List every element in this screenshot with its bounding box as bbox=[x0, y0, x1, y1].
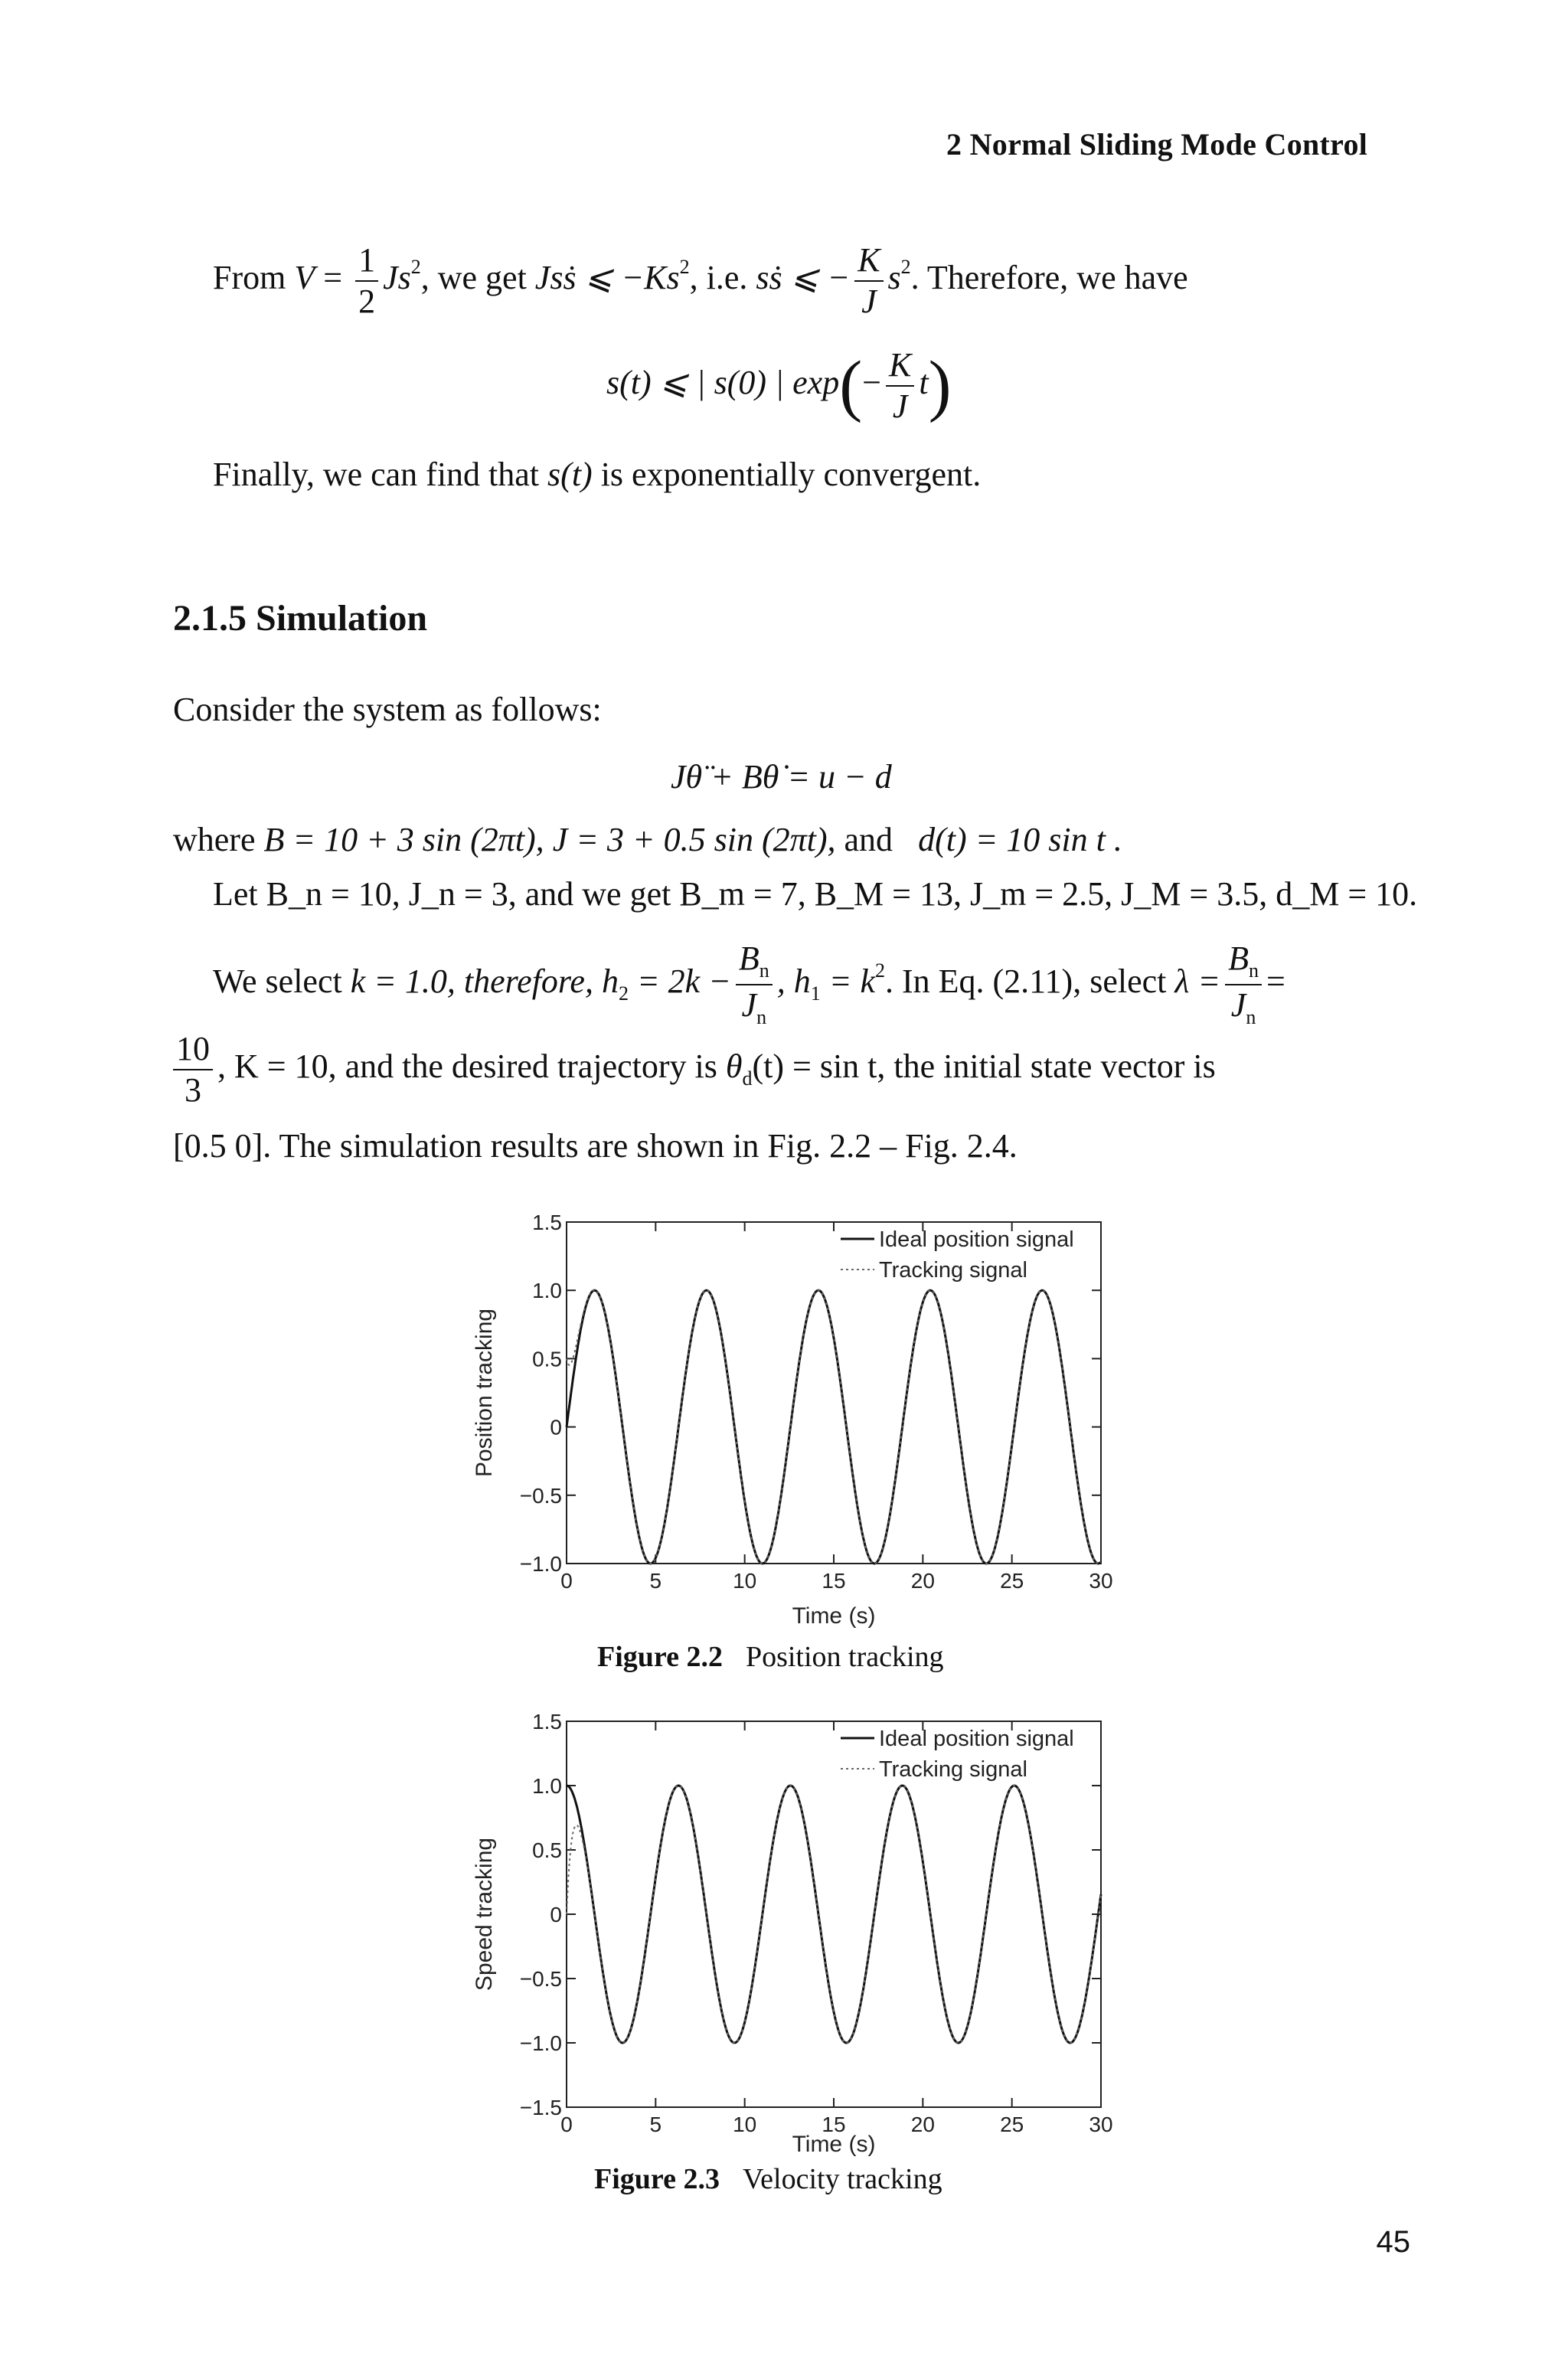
y-tick-label: 1.5 bbox=[532, 1211, 562, 1234]
x-tick-label: 20 bbox=[910, 2113, 935, 2136]
figure-2-2-caption bbox=[597, 1640, 944, 1674]
y-tick-label: 1.0 bbox=[532, 1279, 562, 1303]
y-axis-label: Position tracking bbox=[472, 1308, 497, 1478]
figure-2-3-chart bbox=[467, 1709, 1113, 2161]
x-axis-label: Time (s) bbox=[792, 1603, 876, 1629]
where-d: d(t) = 10 sin t . bbox=[918, 821, 1122, 858]
frac2-Bn-sub: n bbox=[1249, 959, 1259, 982]
frac1-Jn-sub: n bbox=[756, 1006, 767, 1028]
series-line-tracking bbox=[567, 1786, 1101, 2043]
params-traj: (t) = sin t, the initial state vector is bbox=[752, 1047, 1216, 1086]
frac2-J: J bbox=[1230, 986, 1246, 1024]
x-tick-label: 30 bbox=[1089, 1569, 1113, 1593]
var-Js: Js bbox=[383, 259, 411, 297]
series-line-tracking bbox=[567, 1290, 1101, 1564]
x-tick-label: 15 bbox=[822, 2113, 846, 2136]
select-h1-eq: = k bbox=[828, 962, 875, 1001]
figure-2-2-chart bbox=[467, 1210, 1113, 1639]
lyapunov-line bbox=[213, 243, 1188, 319]
finally-pre: Finally, we can find that bbox=[213, 456, 540, 493]
x-tick-label: 10 bbox=[733, 2113, 757, 2136]
bound-J: J bbox=[892, 387, 908, 425]
text-we-get: , we get bbox=[420, 259, 527, 297]
select-h1-sup: 2 bbox=[875, 959, 885, 982]
legend-entry: Tracking signal bbox=[879, 1757, 1027, 1782]
velocity-tracking-plot bbox=[467, 1709, 1113, 2161]
frac-den: 2 bbox=[358, 283, 376, 320]
finally-line bbox=[213, 458, 981, 492]
fig-2-3-text: Velocity tracking bbox=[742, 2163, 942, 2195]
var-V: V bbox=[294, 259, 315, 297]
params-num: 10 bbox=[173, 1032, 213, 1070]
select-line bbox=[213, 942, 1285, 1028]
legend-entry: Ideal position signal bbox=[879, 1727, 1074, 1751]
y-tick-label: 0 bbox=[550, 1903, 562, 1926]
var-s: s bbox=[887, 259, 901, 297]
init-line: [0.5 0]. The simulation results are shown in Fig. 2.2 – Fig. 2.4. bbox=[173, 1127, 1018, 1165]
eq-sign: = bbox=[323, 259, 343, 297]
bound-minus: − bbox=[862, 364, 882, 402]
ineq-1: Jsṡ ⩽ −Ks bbox=[534, 259, 680, 297]
bound-equation: s(t) ⩽ | s(0) | exp(− $\frac{K}{J}$ t) bbox=[606, 346, 952, 425]
x-tick-label: 25 bbox=[1000, 2113, 1024, 2136]
x-tick-label: 20 bbox=[910, 1569, 935, 1593]
where-word: where bbox=[173, 821, 256, 858]
frac-num: 1 bbox=[355, 243, 378, 282]
fraction-half bbox=[355, 243, 378, 319]
finally-st: s(t) bbox=[547, 456, 593, 493]
select-eqsign: = bbox=[1266, 962, 1285, 1001]
bound-K: K bbox=[886, 348, 914, 387]
sup-2b: 2 bbox=[679, 256, 690, 279]
y-tick-label: 0.5 bbox=[532, 1347, 562, 1371]
params-fraction bbox=[173, 1032, 213, 1107]
series-line-ideal bbox=[567, 1786, 1101, 2043]
y-tick-label: 1.5 bbox=[532, 1710, 562, 1734]
x-tick-label: 25 bbox=[1000, 1569, 1024, 1593]
select-lambda: λ = bbox=[1174, 962, 1221, 1001]
ineq-2: sṡ ⩽ − bbox=[756, 259, 851, 297]
fig-2-2-label: Figure 2.2 bbox=[597, 1641, 723, 1673]
params-K: , K = 10, and the desired trajectory is bbox=[217, 1047, 717, 1086]
x-axis-label: Time (s) bbox=[792, 2132, 876, 2157]
select-h1-sub: 1 bbox=[810, 982, 821, 1005]
bound-fraction bbox=[886, 348, 914, 423]
where-line bbox=[173, 823, 1122, 857]
where-and: and bbox=[844, 821, 893, 858]
x-tick-label: 15 bbox=[822, 1569, 846, 1593]
finally-post: is exponentially convergent. bbox=[600, 456, 982, 493]
let-line: Let B_n = 10, J_n = 3, and we get B_m = 7, B_M = 13, J_m = 2.5, J_M = 3.5, d_M = 10. bbox=[213, 875, 1418, 913]
frac-K: K bbox=[854, 243, 883, 282]
select-fraction-2 bbox=[1225, 942, 1262, 1028]
sup-2c: 2 bbox=[900, 256, 911, 279]
select-fraction-1 bbox=[736, 942, 773, 1028]
y-tick-label: 0 bbox=[550, 1415, 562, 1439]
frac1-J: J bbox=[741, 986, 757, 1024]
select-h2-sub: 2 bbox=[618, 982, 629, 1005]
y-tick-label: −1.0 bbox=[519, 2031, 562, 2055]
x-tick-label: 10 bbox=[733, 1569, 757, 1593]
y-tick-label: 1.0 bbox=[532, 1774, 562, 1798]
section-heading: 2.1.5 Simulation bbox=[173, 598, 428, 639]
params-d-sub: d bbox=[742, 1067, 753, 1090]
select-ineq: . In Eq. (2.11), select bbox=[885, 962, 1167, 1001]
select-pre: We select bbox=[213, 962, 342, 1001]
x-tick-label: 5 bbox=[649, 2113, 662, 2136]
y-axis-label: Speed tracking bbox=[472, 1837, 497, 1992]
legend-entry: Tracking signal bbox=[879, 1258, 1027, 1283]
fig-2-2-text: Position tracking bbox=[745, 1641, 944, 1673]
running-header: 2 Normal Sliding Mode Control bbox=[946, 127, 1368, 162]
params-den: 3 bbox=[185, 1071, 201, 1109]
frac2-B: B bbox=[1228, 940, 1250, 977]
page-number: 45 bbox=[1376, 2225, 1410, 2259]
select-k: k = 1.0, therefore, bbox=[350, 962, 593, 1001]
series-line-ideal bbox=[567, 1290, 1101, 1564]
where-J: J = 3 + 0.5 sin (2πt), bbox=[552, 821, 836, 858]
frac-J: J bbox=[861, 283, 877, 320]
figure-2-3-caption bbox=[594, 2162, 942, 2196]
text-from: From bbox=[213, 259, 286, 297]
y-tick-label: −1.5 bbox=[519, 2096, 562, 2119]
fraction-K-J bbox=[854, 243, 883, 319]
system-equation: Jθ̈ + Bθ̇ = u − d bbox=[671, 758, 892, 796]
y-tick-label: −0.5 bbox=[519, 1483, 562, 1508]
frac2-Jn-sub: n bbox=[1246, 1006, 1256, 1028]
x-tick-label: 0 bbox=[560, 2113, 573, 2136]
sup-2: 2 bbox=[410, 256, 421, 279]
position-tracking-plot bbox=[467, 1210, 1113, 1639]
y-tick-label: −0.5 bbox=[519, 1967, 562, 1991]
params-theta: θ bbox=[725, 1047, 743, 1086]
fig-2-3-label: Figure 2.3 bbox=[594, 2163, 720, 2195]
text-ie: , i.e. bbox=[689, 259, 748, 297]
bound-left: s(t) ⩽ | s(0) | exp bbox=[606, 364, 840, 402]
y-tick-label: 0.5 bbox=[532, 1838, 562, 1862]
x-tick-label: 30 bbox=[1089, 2113, 1113, 2136]
consider-line: Consider the system as follows: bbox=[173, 691, 602, 728]
text-therefore: . Therefore, we have bbox=[910, 259, 1188, 297]
where-B: B = 10 + 3 sin (2πt), bbox=[263, 821, 544, 858]
frac1-Bn-sub: n bbox=[759, 959, 769, 982]
x-tick-label: 5 bbox=[649, 1569, 662, 1593]
y-tick-label: −1.0 bbox=[519, 1552, 562, 1576]
select-h1: , h bbox=[776, 962, 811, 1001]
legend-entry: Ideal position signal bbox=[879, 1227, 1074, 1252]
x-tick-label: 0 bbox=[560, 1569, 573, 1593]
select-h2-eq: = 2k − bbox=[636, 962, 731, 1001]
params-line bbox=[173, 1032, 1216, 1107]
frac1-B: B bbox=[738, 940, 760, 977]
select-h2: h bbox=[601, 962, 619, 1001]
bound-t: t bbox=[919, 364, 929, 402]
